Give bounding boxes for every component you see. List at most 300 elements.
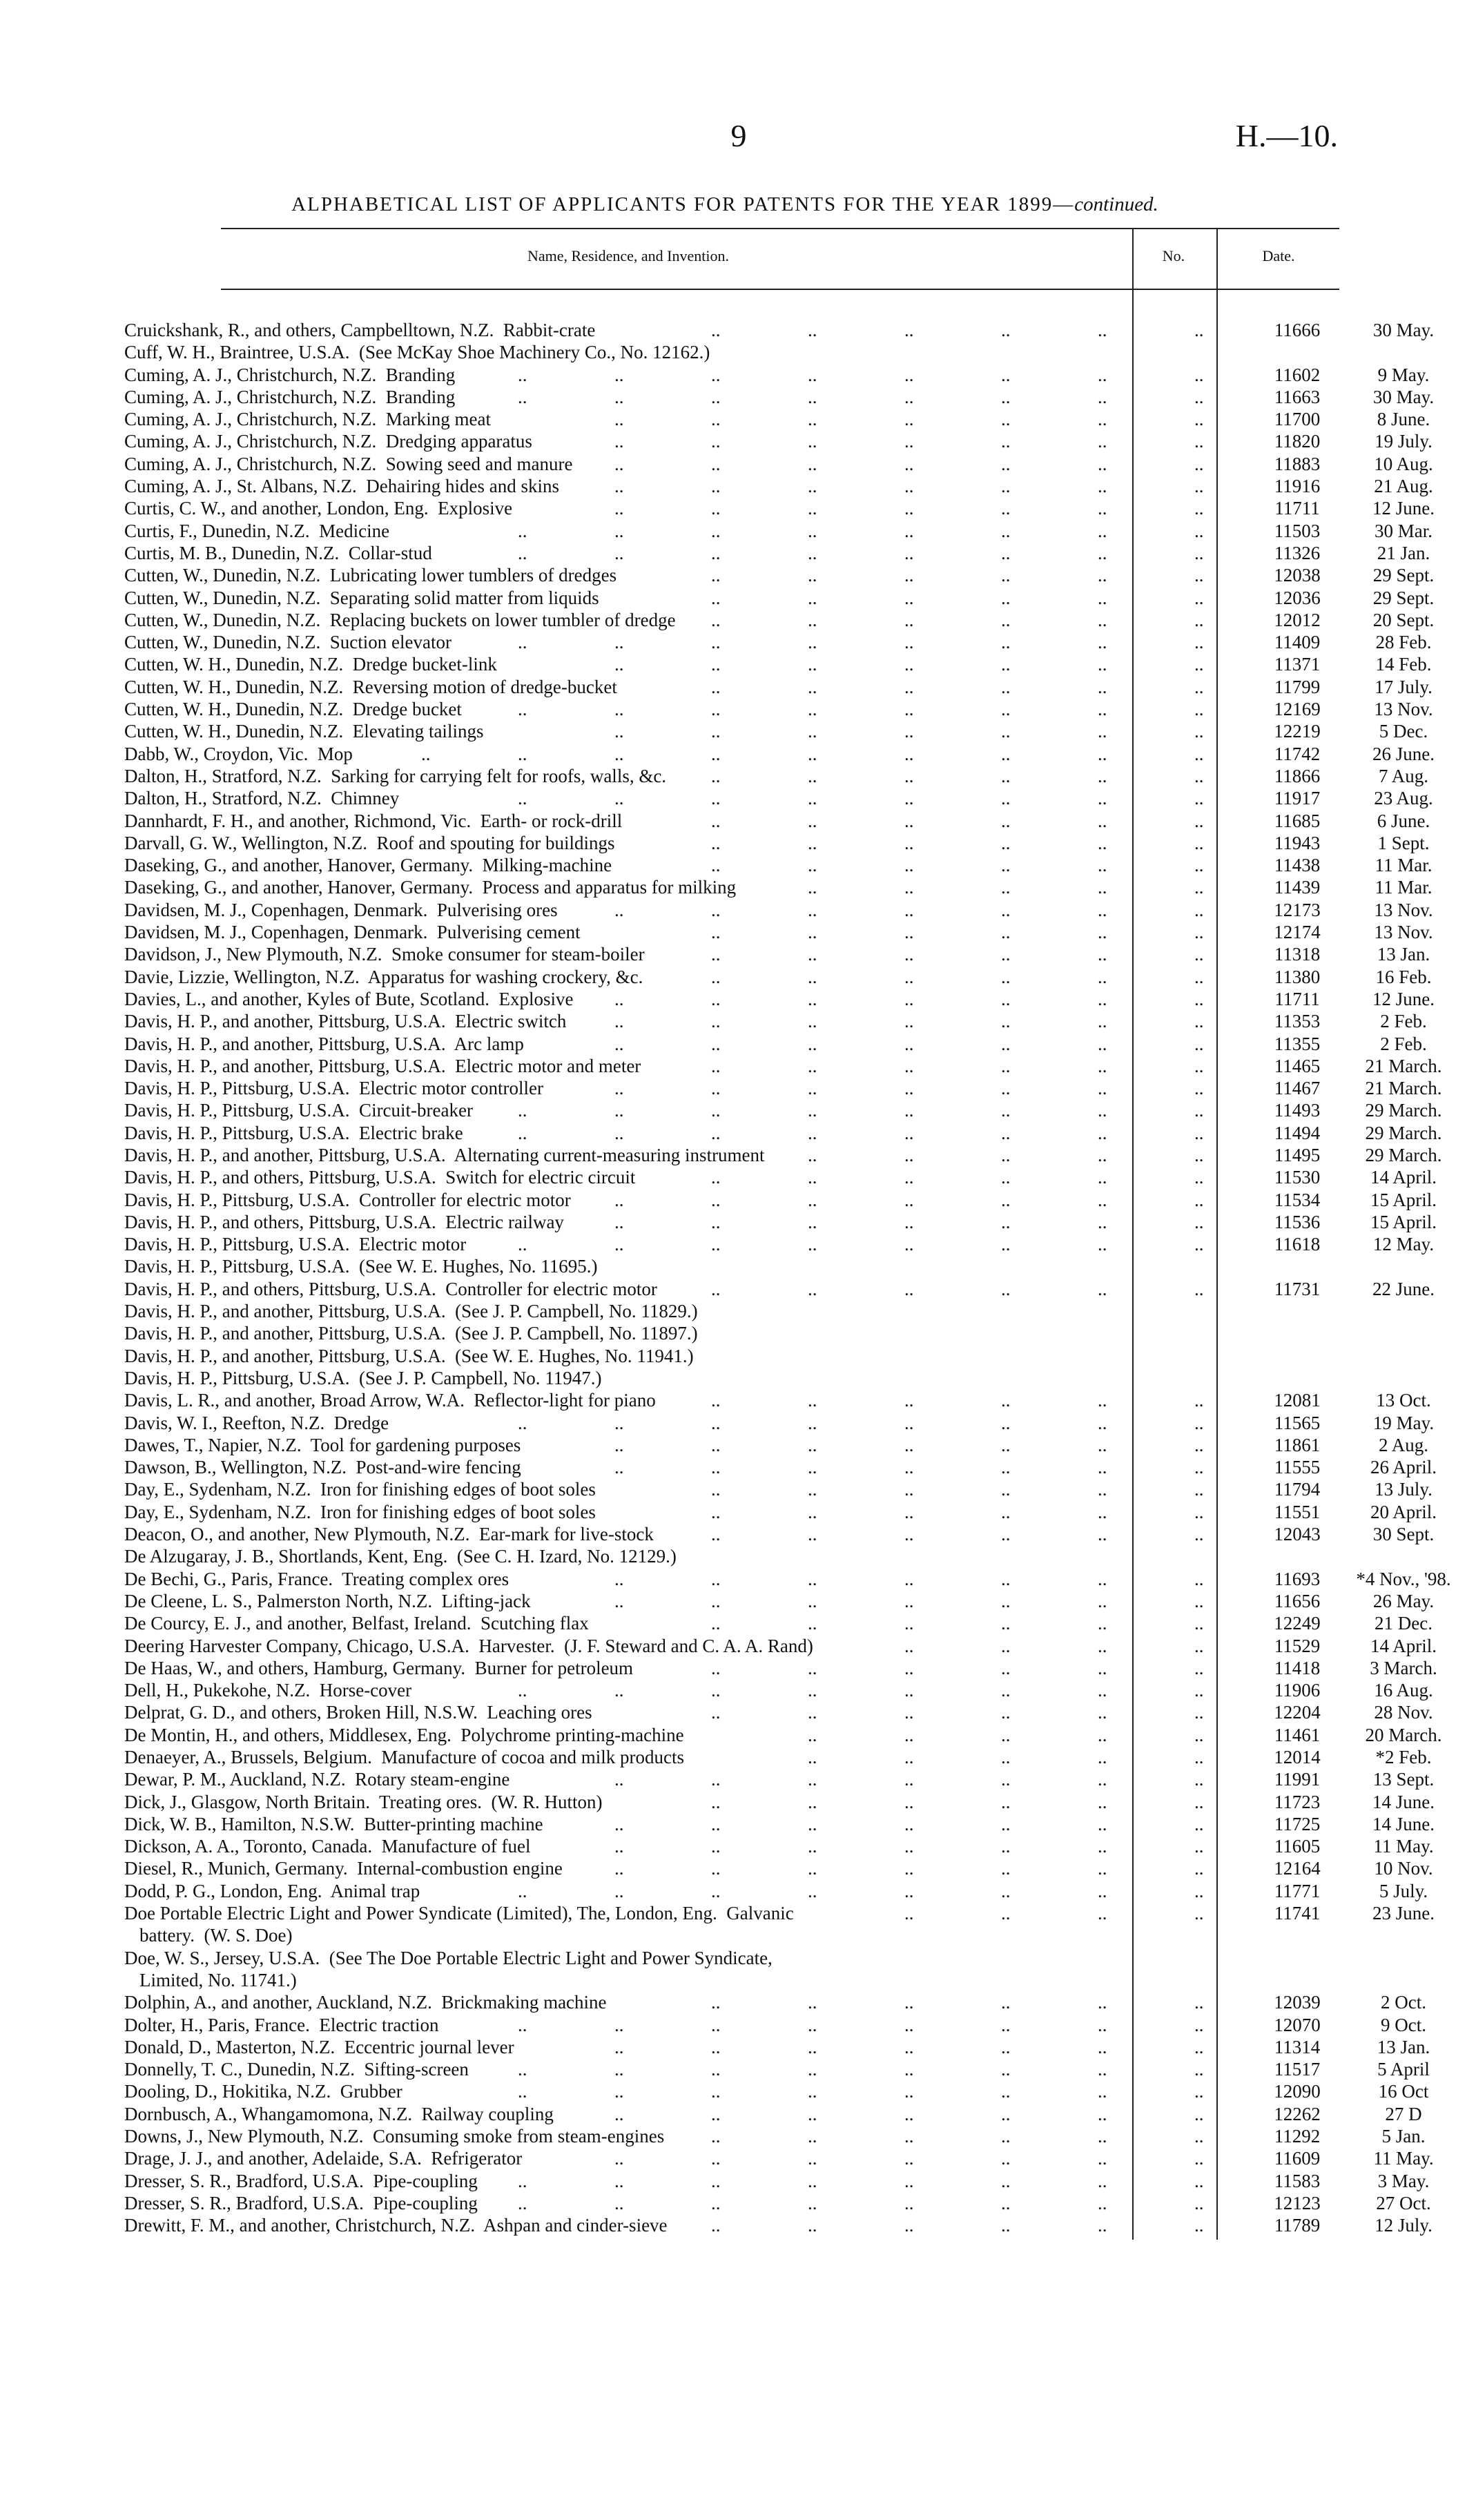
table-row [124,676,1433,698]
leader-dots: .. [1194,1568,1204,1589]
title-continued: continued. [1074,193,1158,215]
leader-dots: .. [1098,632,1107,653]
entry-number: 11565 [1274,1412,1321,1433]
entry-number: 12164 [1274,1858,1321,1879]
leader-dots: .. [1001,788,1011,809]
entry-date: 2 Feb. [1380,1011,1427,1032]
entry-number: 12012 [1274,609,1321,630]
entry-name: De Courcy, E. J., and another, Belfast, Ireland. Scutching flax [124,1613,589,1634]
leader-dots: .. [1001,1613,1011,1634]
entry-date: 10 Nov. [1374,1858,1433,1879]
table-row [124,430,1433,452]
leader-dots: .. [904,498,914,519]
entry-name: Dabb, W., Croydon, Vic. Mop [124,743,353,764]
leader-dots: .. [1001,587,1011,608]
entry-number: 11465 [1274,1055,1321,1076]
leader-dots: .. [1194,1635,1204,1656]
leader-dots: .. [904,2192,914,2213]
entry-name: Dolter, H., Paris, France. Electric traction [124,2014,439,2035]
leader-dots: .. [1098,431,1107,452]
leader-dots: .. [711,1479,721,1500]
leader-dots: .. [711,1858,721,1879]
entry-number: 11551 [1274,1501,1321,1522]
leader-dots: .. [1194,788,1204,809]
leader-dots: .. [518,364,527,385]
entry-date: 20 Sept. [1372,609,1435,630]
entry-name: Cutten, W. H., Dunedin, N.Z. Elevating tailings [124,721,484,742]
entry-date: 10 Aug. [1374,453,1433,474]
leader-dots: .. [1194,409,1204,430]
leader-dots: .. [904,988,914,1009]
entry-number: 11495 [1274,1144,1321,1165]
leader-dots: .. [711,765,721,786]
leader-dots: .. [808,1568,817,1589]
leader-dots: .. [1001,1167,1011,1188]
leader-dots: .. [808,609,817,630]
leader-dots: .. [518,788,527,809]
leader-dots: .. [1098,1858,1107,1879]
leader-dots: .. [1001,1724,1011,1745]
entry-date: 21 March. [1365,1055,1442,1076]
leader-dots: .. [711,1992,721,2013]
leader-dots: .. [1194,1412,1204,1433]
leader-dots: .. [1001,431,1011,452]
entry-name: De Haas, W., and others, Hamburg, Germany. Burner for petroleum [124,1657,634,1678]
leader-dots: .. [808,2148,817,2169]
entry-date: 14 April. [1370,1635,1437,1656]
leader-dots: .. [1098,609,1107,630]
entry-name: Doe, W. S., Jersey, U.S.A. (See The Doe Portable Electric Light and Power Syndicate, [124,1947,773,1968]
table-row [124,1969,1339,1991]
entry-name: Cuming, A. J., St. Albans, N.Z. Dehairing hides and skins [124,476,559,497]
leader-dots: .. [1001,810,1011,831]
leader-dots: .. [904,654,914,675]
leader-dots: .. [904,1167,914,1188]
entry-name: Davis, H. P., Pittsburg, U.S.A. (See J. P. Campbell, No. 11947.) [124,1367,602,1388]
entry-date: 16 Feb. [1375,966,1432,987]
leader-dots: .. [614,476,624,497]
leader-dots: .. [1194,1189,1204,1210]
leader-dots: .. [1098,1992,1107,2013]
leader-dots: .. [808,2215,817,2236]
leader-dots: .. [1001,1078,1011,1099]
entry-number: 12070 [1274,2014,1321,2035]
leader-dots: .. [1001,1590,1011,1611]
leader-dots: .. [518,386,527,407]
table-row [124,1456,1437,1478]
table-row [124,1701,1433,1723]
entry-name: Day, E., Sydenham, N.Z. Iron for finishing edges of boot soles [124,1479,596,1500]
leader-dots: .. [1194,1234,1204,1255]
table-row [124,564,1435,586]
table-row [124,1657,1437,1679]
entry-date: 26 April. [1370,1457,1437,1478]
leader-dots: .. [1194,899,1204,920]
leader-dots: .. [1098,1880,1107,1901]
entry-date: 2 Aug. [1378,1434,1428,1455]
table-row [124,1612,1433,1634]
leader-dots: .. [1194,1657,1204,1678]
leader-dots: .. [1098,1836,1107,1857]
leader-dots: .. [1001,1903,1011,1924]
leader-dots: .. [518,1880,527,1901]
leader-dots: .. [808,1211,817,1232]
leader-dots: .. [904,2148,914,2169]
leader-dots: .. [1001,1479,1011,1500]
leader-dots: .. [1194,542,1204,563]
entry-name: Cutten, W. H., Dunedin, N.Z. Dredge bucket-link [124,654,497,675]
leader-dots: .. [808,877,817,898]
leader-dots: .. [614,520,624,541]
entry-date: 21 Dec. [1375,1613,1433,1634]
leader-dots: .. [904,1144,914,1165]
leader-dots: .. [904,1278,914,1299]
leader-dots: .. [614,632,624,653]
entry-number: 11314 [1274,2036,1321,2057]
leader-dots: .. [808,1702,817,1723]
leader-dots: .. [1194,1144,1204,1165]
leader-dots: .. [1194,2126,1204,2147]
leader-dots: .. [614,899,624,920]
leader-dots: .. [808,632,817,653]
leader-dots: .. [518,699,527,720]
leader-dots: .. [808,2081,817,2102]
entry-name: Deering Harvester Company, Chicago, U.S.A. Harvester. (J. F. Steward and C. A. A. Rand) [124,1635,813,1656]
entry-number: 11883 [1274,453,1321,474]
leader-dots: .. [711,1680,721,1701]
leader-dots: .. [1194,654,1204,675]
leader-dots: .. [1194,721,1204,742]
leader-dots: .. [808,810,817,831]
leader-dots: .. [1098,1524,1107,1545]
leader-dots: .. [904,1434,914,1455]
leader-dots: .. [1001,1144,1011,1165]
leader-dots: .. [1001,1635,1011,1656]
leader-dots: .. [614,1412,624,1433]
leader-dots: .. [1194,1078,1204,1099]
entry-name: Davis, H. P., Pittsburg, U.S.A. Electric motor [124,1234,467,1255]
table-row [124,453,1433,475]
leader-dots: .. [518,520,527,541]
leader-dots: .. [808,1747,817,1767]
leader-dots: .. [711,988,721,1009]
leader-dots: .. [711,1211,721,1232]
entry-number: 11723 [1274,1791,1321,1812]
leader-dots: .. [1194,431,1204,452]
entry-number: 11418 [1274,1657,1321,1678]
leader-dots: .. [904,832,914,853]
leader-dots: .. [904,966,914,987]
leader-dots: .. [1098,1457,1107,1478]
leader-dots: .. [808,899,817,920]
leader-dots: .. [1098,1501,1107,1522]
leader-dots: .. [1098,1702,1107,1723]
leader-dots: .. [1194,320,1204,340]
table-row [124,921,1433,943]
leader-dots: .. [904,1100,914,1121]
entry-name: Davis, H. P., and another, Pittsburg, U.S.A. Electric motor and meter [124,1055,641,1076]
leader-dots: .. [711,1657,721,1678]
leader-dots: .. [1001,1211,1011,1232]
leader-dots: .. [808,788,817,809]
leader-dots: .. [711,386,721,407]
leader-dots: .. [808,743,817,764]
leader-dots: .. [614,1880,624,1901]
leader-dots: .. [1001,1791,1011,1812]
leader-dots: .. [711,899,721,920]
entry-name: Darvall, G. W., Wellington, N.Z. Roof and spouting for buildings [124,832,615,853]
leader-dots: .. [904,1211,914,1232]
entry-name: De Bechi, G., Paris, France. Treating complex ores [124,1568,509,1589]
leader-dots: .. [1098,409,1107,430]
leader-dots: .. [614,1100,624,1121]
entry-date: 15 April. [1370,1211,1437,1232]
entry-date: 29 March. [1365,1100,1442,1121]
entry-name: battery. (W. S. Doe) [139,1925,293,1946]
leader-dots: .. [614,1590,624,1611]
leader-dots: .. [518,2014,527,2035]
leader-dots: .. [1194,944,1204,965]
leader-dots: .. [904,855,914,876]
leader-dots: .. [711,922,721,943]
leader-dots: .. [1001,832,1011,853]
leader-dots: .. [1001,988,1011,1009]
leader-dots: .. [808,431,817,452]
leader-dots: .. [1001,743,1011,764]
entry-name: De Montin, H., and others, Middlesex, Eng. Polychrome printing-machine [124,1724,684,1745]
entry-date: 14 June. [1372,1813,1435,1834]
leader-dots: .. [1001,1278,1011,1299]
leader-dots: .. [711,699,721,720]
table-row [124,1768,1435,1790]
table-row [124,2014,1426,2036]
leader-dots: .. [808,1167,817,1188]
leader-dots: .. [1001,2192,1011,2213]
leader-dots: .. [1194,1903,1204,1924]
leader-dots: .. [614,431,624,452]
leader-dots: .. [1098,654,1107,675]
entry-number: 11991 [1274,1769,1321,1790]
leader-dots: .. [711,654,721,675]
entry-date: 30 Sept. [1372,1524,1435,1545]
entry-name: Cuming, A. J., Christchurch, N.Z. Marking meat [124,409,491,430]
table-top-rule [221,228,1339,229]
leader-dots: .. [1194,1880,1204,1901]
leader-dots: .. [1194,1791,1204,1812]
entry-name: Davis, H. P., and others, Pittsburg, U.S.A. Switch for electric circuit [124,1167,636,1188]
leader-dots: .. [904,877,914,898]
entry-number: 11371 [1274,654,1321,675]
entry-number: 12036 [1274,587,1321,608]
entry-number: 11916 [1274,476,1321,497]
leader-dots: .. [711,1278,721,1299]
leader-dots: .. [711,1078,721,1099]
leader-dots: .. [808,453,817,474]
leader-dots: .. [1001,2170,1011,2191]
leader-dots: .. [1098,1903,1107,1924]
page-number: 9 [730,118,747,153]
table-row [124,2125,1426,2147]
leader-dots: .. [1001,1836,1011,1857]
leader-dots: .. [904,2036,914,2057]
leader-dots: .. [1194,386,1204,407]
leader-dots: .. [904,1055,914,1076]
entry-name: Dornbusch, A., Whangamomona, N.Z. Railway coupling [124,2103,554,2124]
entry-number: 11794 [1274,1479,1321,1500]
leader-dots: .. [808,520,817,541]
leader-dots: .. [808,832,817,853]
table-row [124,1412,1435,1434]
entry-date: 2 Feb. [1380,1033,1427,1054]
leader-dots: .. [1001,966,1011,987]
leader-dots: .. [518,2059,527,2080]
entry-name: Cutten, W., Dunedin, N.Z. Lubricating lower tumblers of dredges [124,565,617,586]
leader-dots: .. [1001,944,1011,965]
entry-number: 11439 [1274,877,1321,898]
entry-name: Davis, H. P., and others, Pittsburg, U.S.A. Controller for electric motor [124,1278,657,1299]
table-row [124,2036,1430,2058]
entry-name: Day, E., Sydenham, N.Z. Iron for finishing edges of boot soles [124,1501,596,1522]
leader-dots: .. [1001,922,1011,943]
leader-dots: .. [1098,1412,1107,1433]
leader-dots: .. [1194,1524,1204,1545]
entry-name: Cutten, W. H., Dunedin, N.Z. Dredge bucket [124,699,462,720]
entry-date: 3 March. [1370,1657,1437,1678]
table-row [124,2058,1430,2080]
entry-number: 11318 [1274,944,1321,965]
entry-number: 11711 [1274,498,1320,519]
leader-dots: .. [808,1100,817,1121]
leader-dots: .. [1098,1278,1107,1299]
entry-date: 5 Jan. [1381,2126,1426,2147]
entry-date: 5 Dec. [1379,721,1428,742]
leader-dots: .. [1194,1211,1204,1232]
table-row [124,899,1433,921]
leader-dots: .. [808,1836,817,1857]
entry-name: Dannhardt, F. H., and another, Richmond, Vic. Earth- or rock-drill [124,810,623,831]
leader-dots: .. [614,1189,624,1210]
leader-dots: .. [904,587,914,608]
leader-dots: .. [1194,2014,1204,2035]
entry-date: 5 April [1377,2059,1430,2080]
leader-dots: .. [614,1011,624,1032]
leader-dots: .. [904,1501,914,1522]
entry-number: 11583 [1274,2170,1321,2191]
entry-name: Dresser, S. R., Bradford, U.S.A. Pipe-coupling [124,2192,478,2213]
leader-dots: .. [1098,1078,1107,1099]
leader-dots: .. [1001,1011,1011,1032]
entry-name: Davis, H. P., and another, Pittsburg, U.S.A. (See J. P. Campbell, No. 11829.) [124,1301,698,1322]
entry-date: 30 Mar. [1375,520,1433,541]
entry-date: 1 Sept. [1377,832,1430,853]
leader-dots: .. [904,2014,914,2035]
table-row [124,587,1435,609]
leader-dots: .. [1194,1278,1204,1299]
entry-number: 11789 [1274,2215,1321,2236]
leader-dots: .. [1194,1033,1204,1054]
entry-date: 27 Oct. [1376,2192,1431,2213]
leader-dots: .. [614,743,624,764]
leader-dots: .. [1194,810,1204,831]
leader-dots: .. [1001,1524,1011,1545]
leader-dots: .. [904,1747,914,1767]
leader-dots: .. [808,2126,817,2147]
leader-dots: .. [1194,1613,1204,1634]
leader-dots: .. [808,1858,817,1879]
leader-dots: .. [1194,765,1204,786]
leader-dots: .. [1194,966,1204,987]
entry-name: Davis, H. P., Pittsburg, U.S.A. Electric motor controller [124,1078,543,1099]
leader-dots: .. [614,1033,624,1054]
leader-dots: .. [1001,1412,1011,1433]
leader-dots: .. [904,453,914,474]
leader-dots: .. [904,743,914,764]
table-row [124,966,1432,988]
table-row [124,2170,1430,2192]
entry-name: Dresser, S. R., Bradford, U.S.A. Pipe-coupling [124,2170,478,2191]
entry-date: 13 Jan. [1377,2036,1430,2057]
entry-name: Davis, H. P., and another, Pittsburg, U.S.A. Arc lamp [124,1033,524,1054]
table-row [124,1545,1339,1567]
table-row [124,1055,1442,1077]
entry-number: 11609 [1274,2148,1321,2169]
leader-dots: .. [1098,1434,1107,1455]
leader-dots: .. [1098,1055,1107,1076]
leader-dots: .. [904,1412,914,1433]
leader-dots: .. [1098,1590,1107,1611]
leader-dots: .. [711,1234,721,1255]
leader-dots: .. [711,1836,721,1857]
leader-dots: .. [1194,587,1204,608]
entry-name: Cuff, W. H., Braintree, U.S.A. (See McKay Shoe Machinery Co., No. 12162.) [124,342,710,363]
column-header-no: No. [1162,247,1185,264]
leader-dots: .. [904,386,914,407]
entry-date: 19 July. [1375,431,1433,452]
table-row [124,1501,1437,1523]
entry-date: 20 March. [1365,1724,1442,1745]
leader-dots: .. [904,1189,914,1210]
table-row [124,475,1433,497]
leader-dots: .. [614,1234,624,1255]
leader-dots: .. [1098,855,1107,876]
leader-dots: .. [808,1501,817,1522]
leader-dots: .. [614,2148,624,2169]
leader-dots: .. [1001,676,1011,697]
leader-dots: .. [1001,1880,1011,1901]
entry-number: 11461 [1274,1724,1321,1745]
entry-number: 11799 [1274,676,1321,697]
leader-dots: .. [421,743,431,764]
leader-dots: .. [711,364,721,385]
entry-number: 11534 [1274,1189,1321,1210]
column-header-date: Date. [1262,247,1295,264]
leader-dots: .. [904,1813,914,1834]
leader-dots: .. [808,1055,817,1076]
leader-dots: .. [808,1144,817,1165]
leader-dots: .. [614,1211,624,1232]
leader-dots: .. [1194,1479,1204,1500]
leader-dots: .. [904,1033,914,1054]
leader-dots: .. [711,542,721,563]
entry-name: Dalton, H., Stratford, N.Z. Chimney [124,788,400,809]
leader-dots: .. [1194,1858,1204,1879]
leader-dots: .. [614,2081,624,2102]
entry-number: 11663 [1274,386,1321,407]
leader-dots: .. [711,966,721,987]
leader-dots: .. [808,1234,817,1255]
leader-dots: .. [614,2192,624,2213]
leader-dots: .. [1001,721,1011,742]
